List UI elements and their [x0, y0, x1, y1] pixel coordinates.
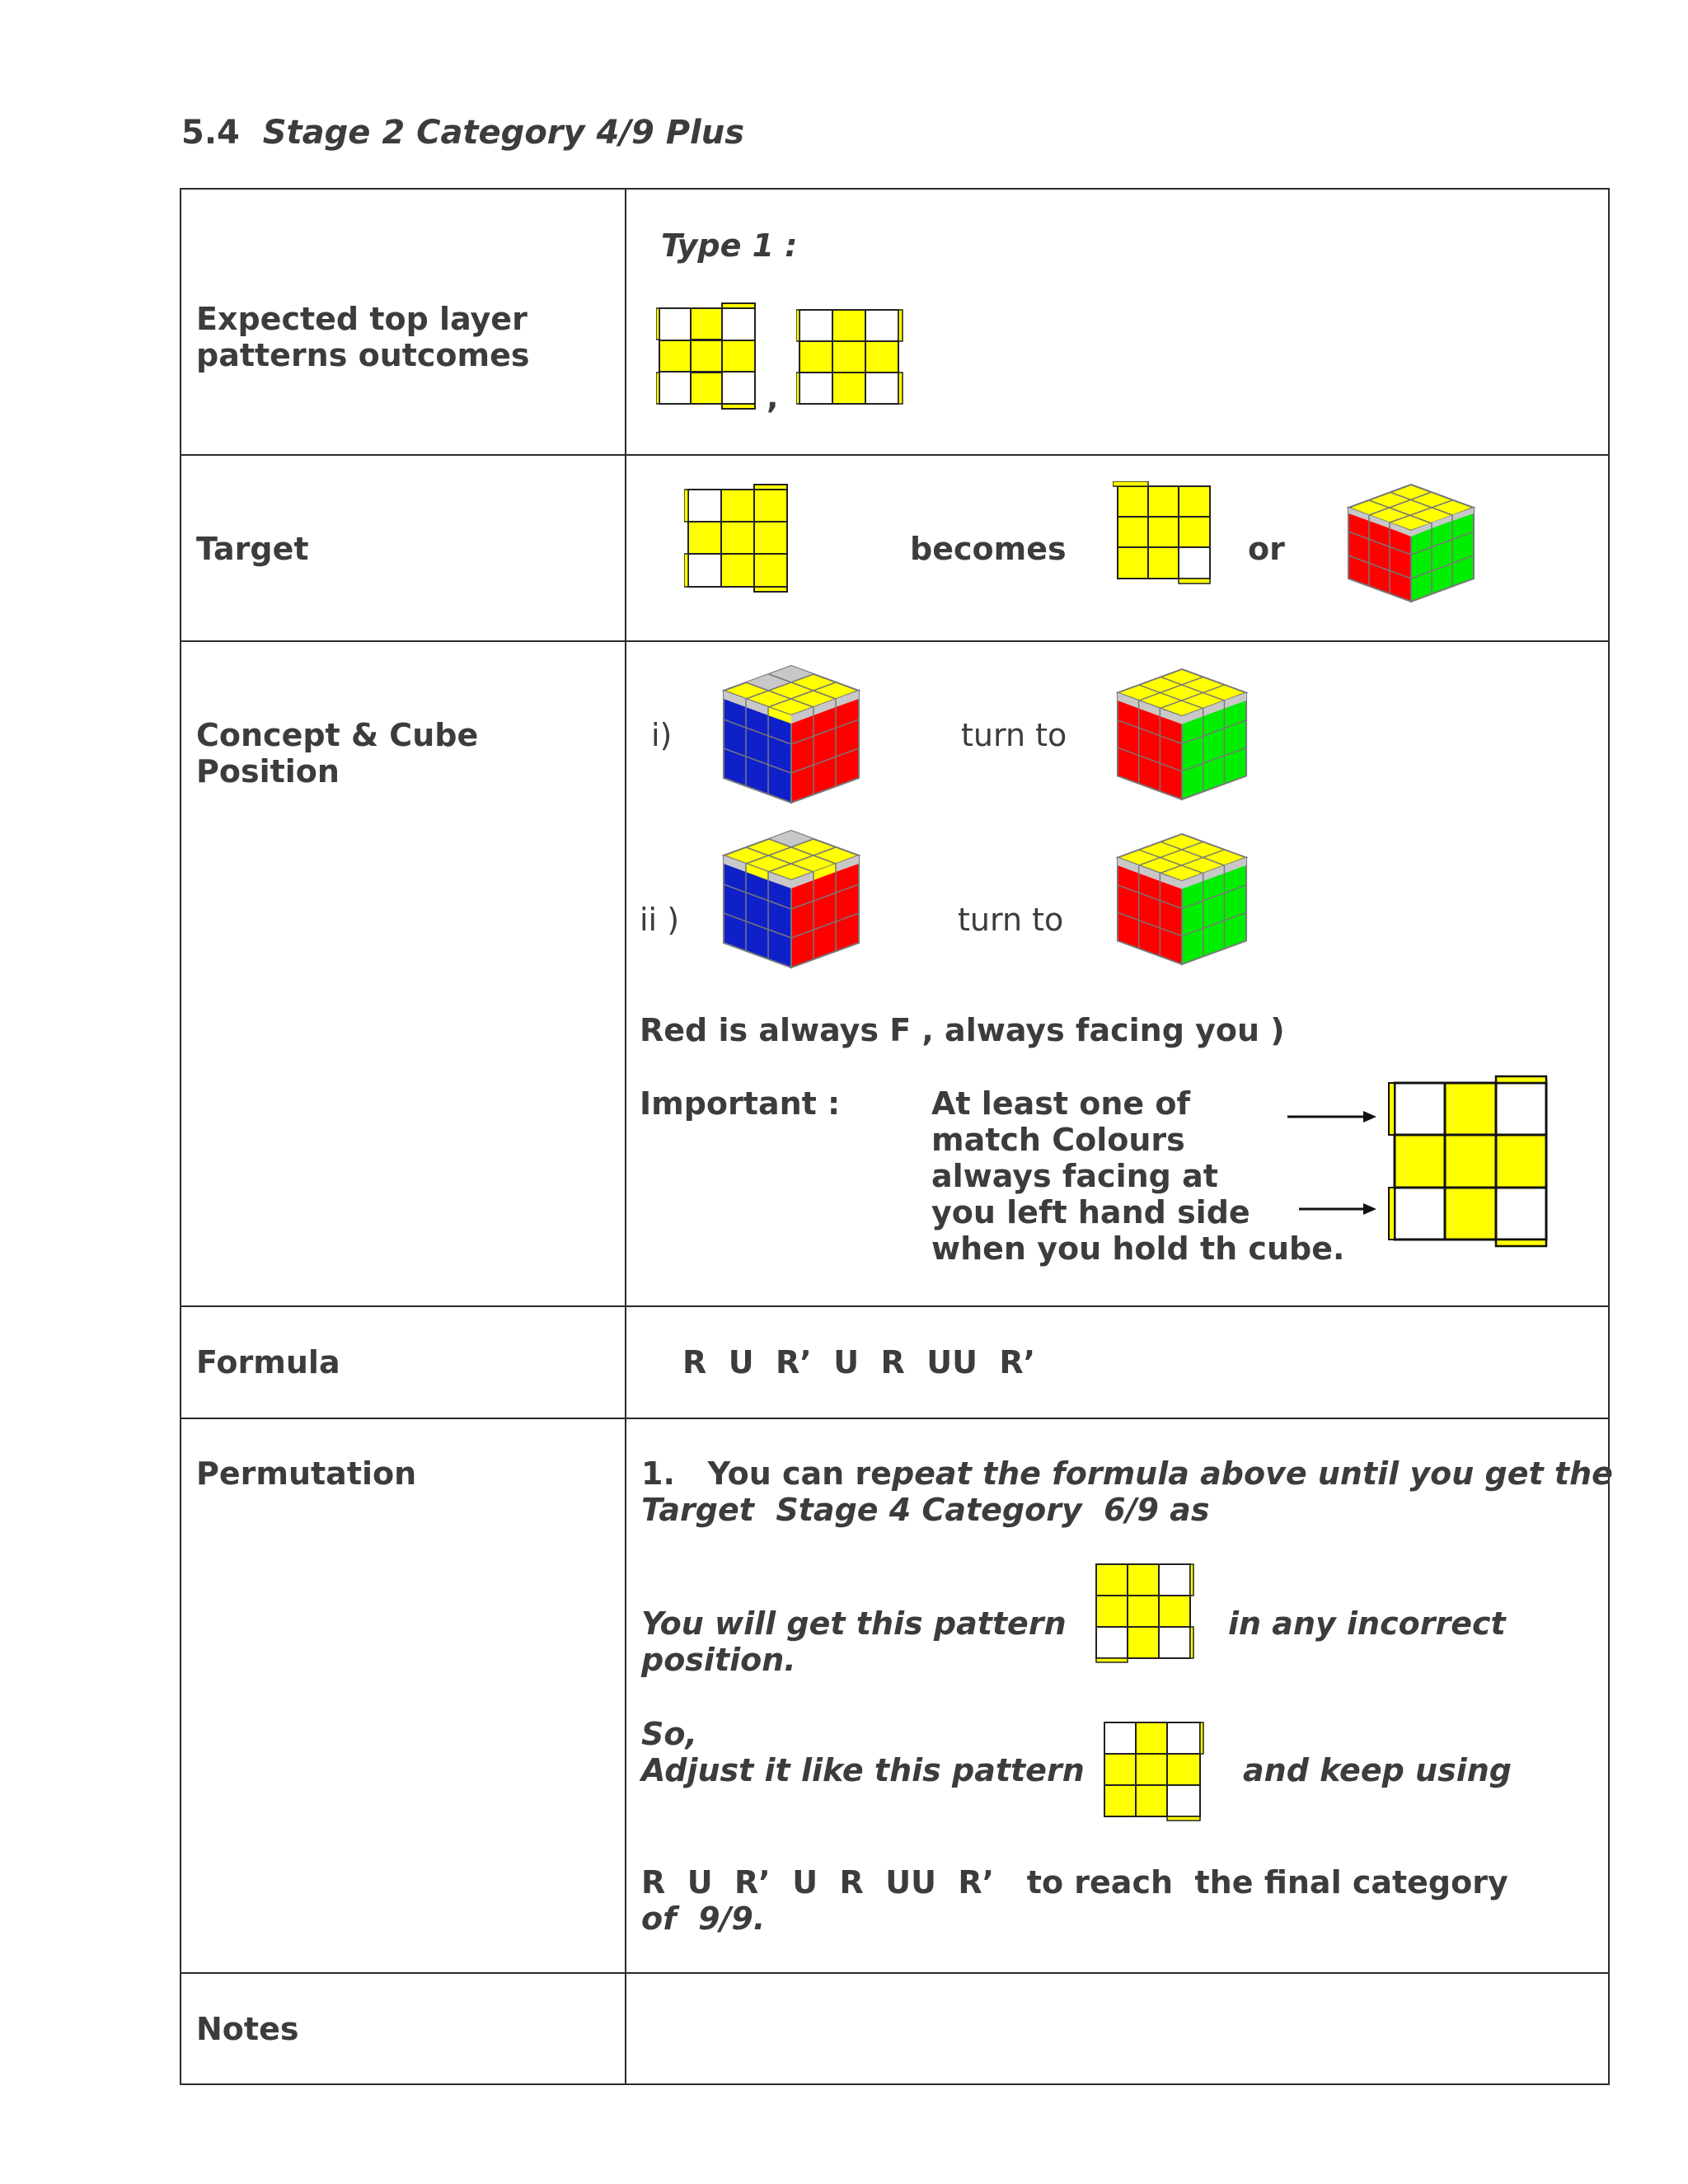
column-divider	[625, 188, 626, 2085]
pattern-incorrect	[1093, 1561, 1195, 1665]
section-title: Stage 2 Category 4/9 Plus	[262, 114, 745, 152]
case1-turn-to: turn to	[961, 717, 1067, 753]
row-divider	[180, 454, 1610, 456]
cube-case1-blue-red	[722, 664, 860, 804]
important-label: Important :	[640, 1085, 841, 1122]
final-formula-rest: to reach the final category	[1026, 1864, 1508, 1900]
row-divider	[180, 1305, 1610, 1307]
concept-label-line1: Concept & Cube	[196, 717, 479, 753]
permutation-line1	[641, 1455, 1613, 1492]
expected-label	[196, 301, 530, 373]
pattern-expected-2	[796, 307, 907, 407]
important-line: you left hand side	[931, 1194, 1250, 1230]
incorrect-text: in any incorrect	[1228, 1605, 1506, 1642]
adjust-text: Adjust it like this pattern	[641, 1752, 1085, 1788]
table-border-left	[180, 188, 181, 2085]
cube-case1-result	[1116, 664, 1248, 804]
cube-solved-red-green	[1347, 483, 1475, 603]
keep-using-text: and keep using	[1243, 1752, 1512, 1788]
get-pattern-text: You will get this pattern	[641, 1605, 1067, 1642]
important-line: At least one of	[931, 1085, 1191, 1122]
cube-case2-result	[1116, 829, 1248, 969]
section-heading	[181, 114, 744, 152]
permutation-line1-prefix: 1. You can re	[641, 1455, 892, 1492]
final-formula: R U R’ U R UU R’	[641, 1864, 995, 1900]
arrow-right-icon	[1297, 1197, 1378, 1221]
arrow-right-icon	[1286, 1104, 1378, 1129]
permutation-label: Permutation	[196, 1455, 417, 1492]
row-divider	[180, 1418, 1610, 1419]
final-formula-line	[641, 1864, 1508, 1900]
case2-turn-to: turn to	[958, 902, 1064, 938]
important-line: match Colours	[931, 1122, 1185, 1158]
cube-case2-blue-red	[722, 829, 860, 969]
pattern-target-before	[684, 483, 793, 595]
type-label: Type 1 :	[661, 227, 798, 264]
target-label: Target	[196, 531, 309, 567]
case2-label: ii )	[640, 902, 680, 938]
concept-label-line2: Position	[196, 753, 340, 790]
pattern-expected-1	[656, 302, 760, 414]
notes-label: Notes	[196, 2011, 299, 2047]
or-text: or	[1248, 531, 1285, 567]
pattern-target-after	[1113, 481, 1215, 587]
position-text: position.	[641, 1642, 796, 1678]
expected-label-line1: Expected top layer	[196, 301, 528, 337]
red-front-note: Red is always F , always facing you )	[640, 1012, 1285, 1048]
permutation-line1-rest: peat the formula above until you get the	[891, 1455, 1613, 1492]
important-line: always facing at	[931, 1158, 1218, 1194]
row-divider	[180, 640, 1610, 642]
row-divider	[180, 1972, 1610, 1974]
pattern-separator: ,	[767, 379, 779, 415]
expected-label-line2: patterns outcomes	[196, 337, 530, 373]
so-text: So,	[641, 1716, 697, 1752]
case1-label: i)	[651, 717, 673, 753]
pattern-important-large	[1388, 1075, 1554, 1248]
becomes-text: becomes	[910, 531, 1067, 567]
pattern-adjusted	[1101, 1719, 1205, 1823]
table-border-bottom	[180, 2083, 1610, 2085]
table-border-top	[180, 188, 1610, 190]
permutation-line2: Target Stage 4 Category 6/9 as	[641, 1492, 1210, 1528]
concept-label	[196, 717, 478, 790]
formula-label: Formula	[196, 1344, 340, 1380]
final-category-line2: of 9/9.	[641, 1900, 766, 1937]
important-line: when you hold th cube.	[931, 1230, 1345, 1267]
section-number: 5.4	[181, 114, 240, 152]
important-text	[931, 1085, 1344, 1267]
formula-value: R U R’ U R UU R’	[682, 1344, 1036, 1380]
table-border-right	[1608, 188, 1610, 2085]
